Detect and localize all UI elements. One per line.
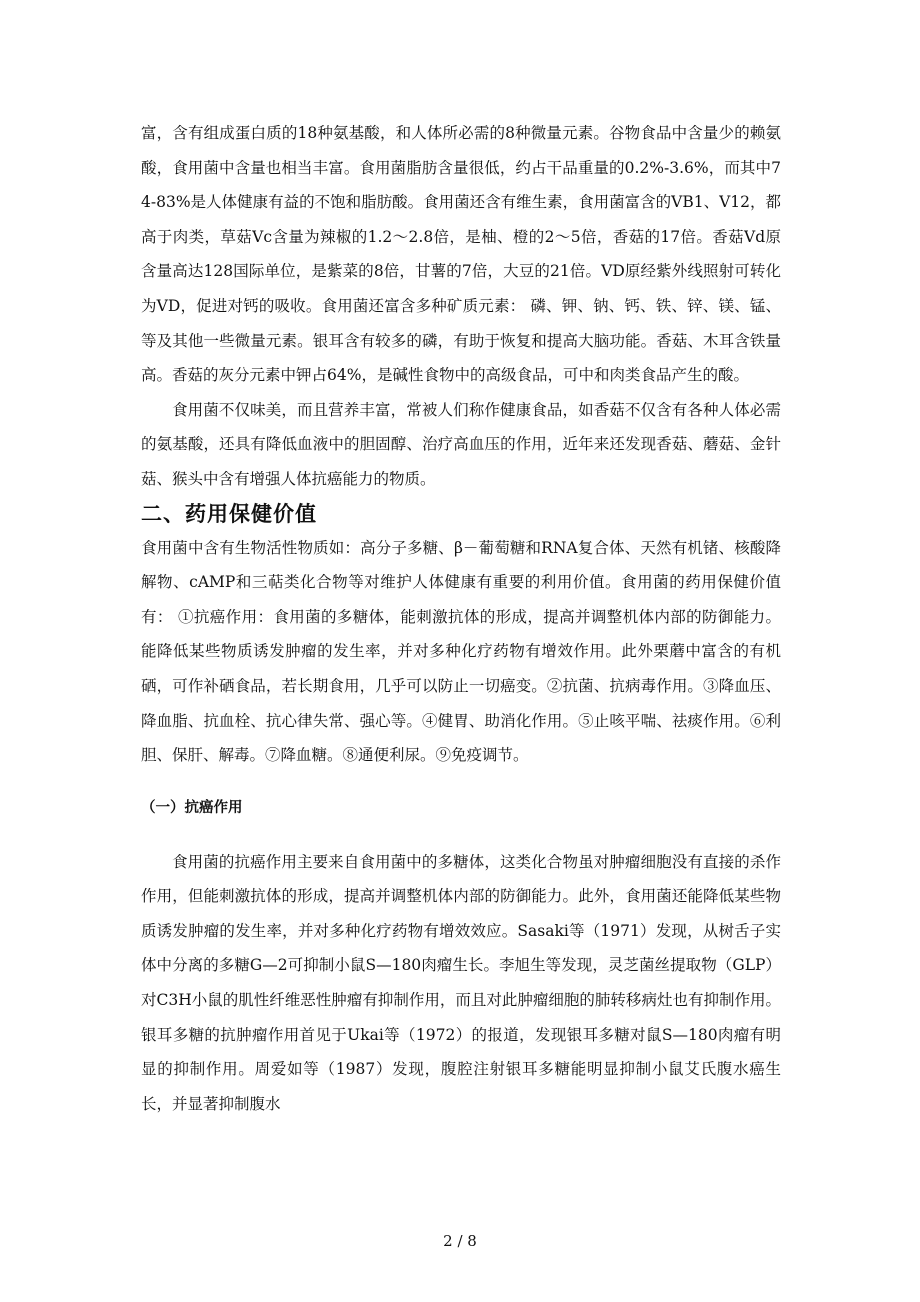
section-heading-medicinal-value: 二、药用保健价值 (141, 501, 317, 526)
page-content (141, 116, 781, 1121)
paragraph-bioactive-substances: 食用菌中含有生物活性物质如：高分子多糖、β－葡萄糖和RNA复合体、天然有机锗、核酸降解物、cAMP和三萜类化合物等对维护人体健康有重要的利用价值。食用菌的药用保健价值有： ①抗癌作用：食用菌的多糖体，能刺激抗体的形成，提高并调整机体内部的防御能力。能降低某些物质诱发肿瘤的发生率，并对多种化疗药物有增效作用。此外栗蘑中富含的有机硒，可作补硒食品，若长期食用，几乎可以防止一切癌变。②抗菌、抗病毒作用。③降血压、降血脂、抗血栓、抗心律失常、强心等。④健胃、助消化作用。⑤止咳平喘、祛痰作用。⑥利胆、保肝、解毒。⑦降血糖。⑧通便利尿。⑨免疫调节。 (141, 538, 781, 765)
subheading-anticancer: （一）抗癌作用 (141, 799, 243, 816)
paragraph-anticancer: 食用菌的抗癌作用主要来自食用菌中的多糖体，这类化合物虽对肿瘤细胞没有直接的杀作作用，但能刺激抗体的形成，提高并调整机体内部的防御能力。此外，食用菌还能降低某些物质诱发肿瘤的发生率，并对多种化疗药物有增效效应。Sasaki等（1971）发现，从树舌子实体中分离的多糖G—2可抑制小鼠S—180肉瘤生长。李旭生等发现，灵芝菌丝提取物（GLP）对C3H小鼠的肌性纤维恶性肿瘤有抑制作用，而且对此肿瘤细胞的肺转移病灶也有抑制作用。银耳多糖的抗肿瘤作用首见于Ukai等（1972）的报道，发现银耳多糖对鼠S—180肉瘤有明显的抑制作用。周爱如等（1987）发现，腹腔注射银耳多糖能明显抑制小鼠艾氏腹水癌生长，并显著抑制腹水 (141, 852, 781, 1113)
paragraph-nutrition: 富，含有组成蛋白质的18种氨基酸，和人体所必需的8种微量元素。谷物食品中含量少的赖氨酸，食用菌中含量也相当丰富。食用菌脂肪含量很低，约占干品重量的0.2%-3.6%，而其中74-83%是人体健康有益的不饱和脂肪酸。食用菌还含有维生素，食用菌富含的VB1、V12，都高于肉类，草菇Vc含量为辣椒的1.2～2.8倍，是柚、橙的2～5倍，香菇的17倍。香菇Vd原含量高达128国际单位，是紫菜的8倍，甘薯的7倍，大豆的21倍。VD原经紫外线照射可转化为VD，促进对钙的吸收。食用菌还富含多种矿质元素： 磷、钾、钠、钙、铁、锌、镁、锰、等及其他一些微量元素。银耳含有较多的磷，有助于恢复和提高大脑功能。香菇、木耳含铁量高。香菇的灰分元素中钾占64%，是碱性食物中的高级食品，可中和肉类食品产生的酸。 (141, 124, 781, 385)
paragraph-health-food: 食用菌不仅味美，而且营养丰富，常被人们称作健康食品，如香菇不仅含有各种人体必需的氨基酸，还具有降低血液中的胆固醇、治疗高血压的作用，近年来还发现香菇、蘑菇、金针菇、猴头中含有增强人体抗癌能力的物质。 (141, 400, 781, 488)
page-number: 2 / 8 (443, 1232, 477, 1250)
